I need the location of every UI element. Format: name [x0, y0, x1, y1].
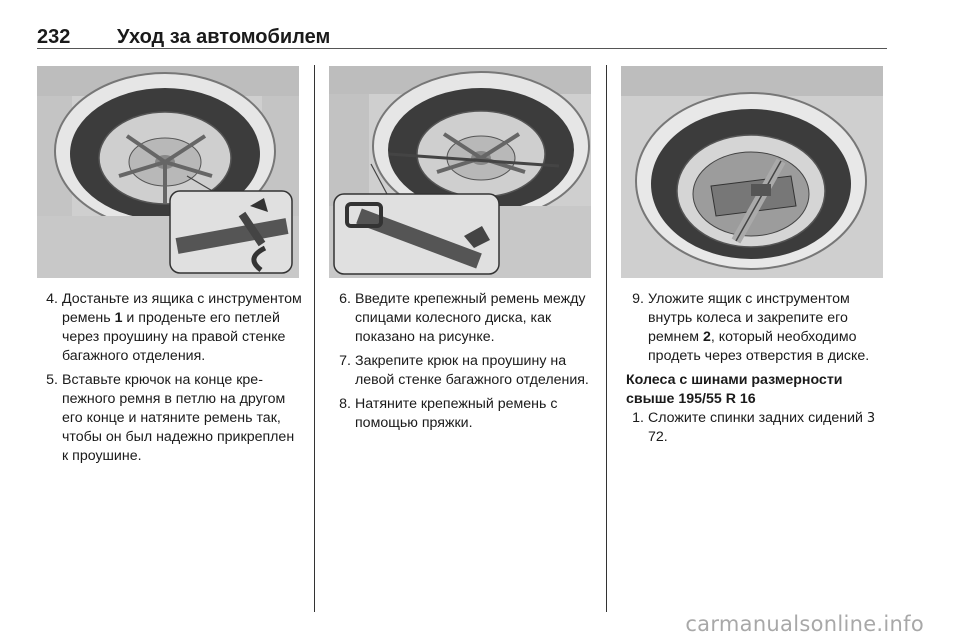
column-1 [40, 290, 302, 471]
page-reference-icon[interactable]: 3 [866, 411, 876, 426]
item-text-part: Достаньте из ящика с инструментом ремень [62, 291, 302, 326]
item-number: 7. [339, 353, 351, 369]
list-item [333, 352, 595, 390]
figure-strap-hook [329, 66, 591, 278]
item-number: 4. [46, 291, 58, 307]
item-text: Натяните крепежный ремень с помощью пряжки. [355, 396, 558, 431]
column-3 [626, 290, 888, 452]
column-divider [606, 65, 607, 612]
page-header [37, 8, 887, 49]
item-number: 1. [632, 410, 644, 426]
subheading: Колеса с шинами размерности свыше 195/55 R 16 [626, 372, 843, 407]
figure-toolbox-in-wheel [621, 66, 883, 278]
list-item [626, 290, 888, 366]
item-text: Введите крепежный ремень между спицами колесного диска, как показано на рисунке. [355, 291, 586, 345]
item-number: 6. [339, 291, 351, 307]
column-2 [333, 290, 595, 438]
reference-number: 1 [114, 310, 123, 326]
item-text-part: Уложите ящик с инструментом внутрь колеса и закрепите его ремнем [648, 291, 850, 345]
item-number: 9. [632, 291, 644, 307]
list-item [626, 409, 888, 447]
item-text [648, 290, 888, 366]
item-text: Вставьте крючок на конце крепежного ремня в петлю на другом его конце и натяните ремень так, чтобы он был надежно прикреплен к проушине. [62, 372, 295, 464]
item-text: Закрепите крюк на проушину на левой стенке багажного отделения. [355, 353, 589, 388]
page-reference-number[interactable]: 72. [648, 429, 668, 445]
section-title: Уход за автомобилем [117, 26, 331, 48]
list-item [333, 395, 595, 433]
item-number: 5. [46, 372, 58, 388]
list-item [333, 290, 595, 347]
item-text [648, 409, 888, 447]
spare-wheel-toolbox-illustration [621, 66, 883, 278]
watermark: carmanualsonline.info [685, 612, 924, 636]
page-number: 232 [37, 26, 71, 48]
reference-number: 2 [702, 329, 711, 345]
spare-wheel-strap-loop-illustration [37, 66, 299, 278]
item-text-part: Сложите спинки задних сидений [648, 410, 867, 426]
item-text-part: , который необходимо продеть через отверстия в диске. [648, 329, 870, 364]
item-text [62, 290, 302, 366]
list-item [40, 290, 302, 366]
figure-strap-loop [37, 66, 299, 278]
column-divider [314, 65, 315, 612]
spare-wheel-strap-hook-illustration [329, 66, 591, 278]
item-text-part: и проденьте его петлей через проушину на правой стенке багажного отделения. [62, 310, 286, 364]
list-item [40, 371, 302, 466]
item-number: 8. [339, 396, 351, 412]
